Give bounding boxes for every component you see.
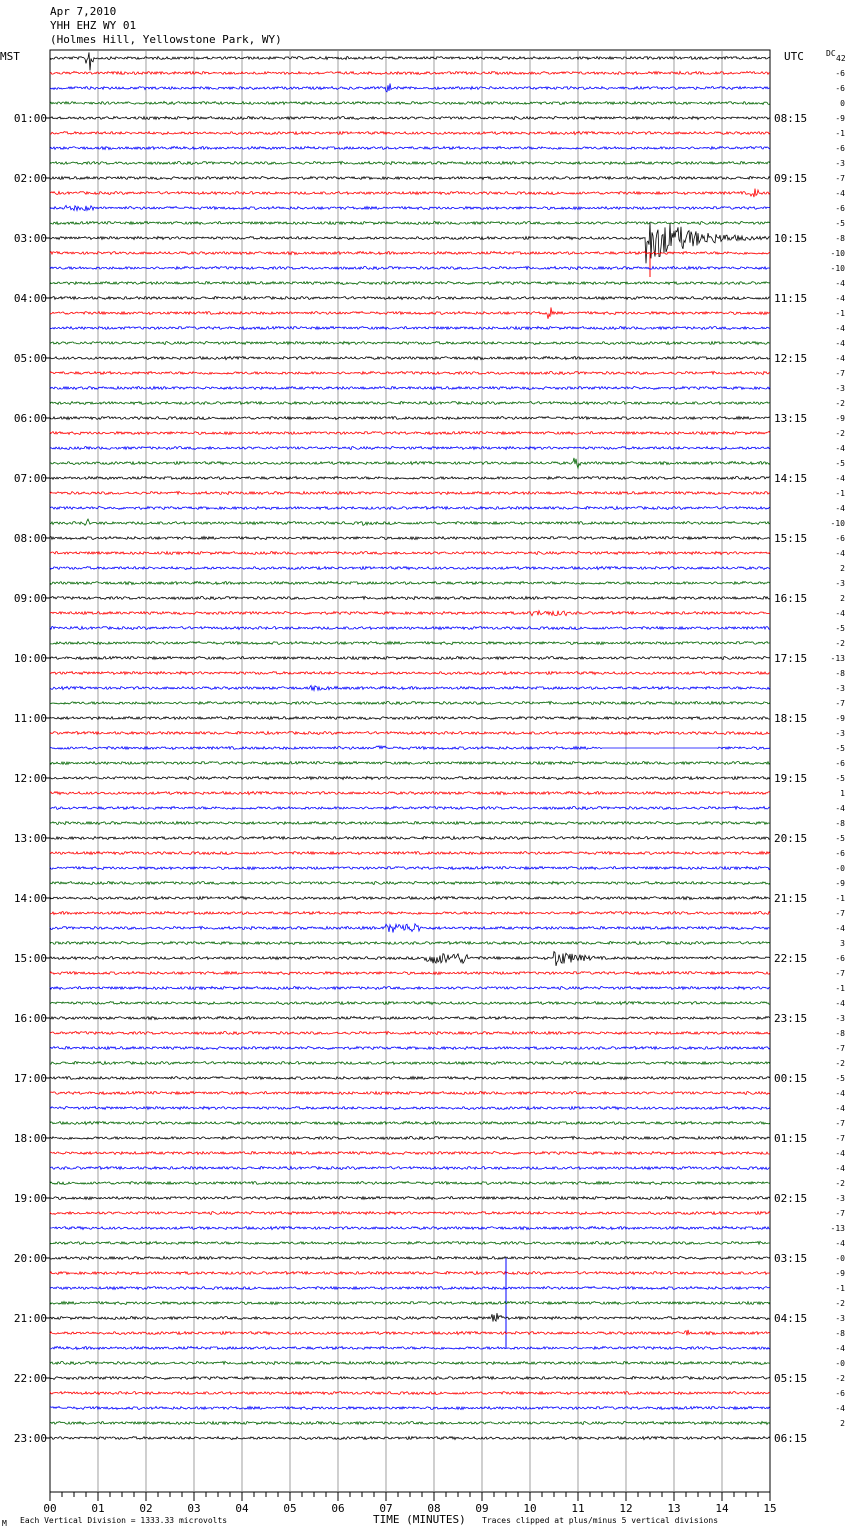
dc-offset-label: -3	[835, 1014, 845, 1023]
dc-offset-label: -3	[835, 1194, 845, 1203]
trace-line	[50, 402, 770, 405]
trace-line	[50, 1212, 770, 1215]
trace-line	[50, 717, 770, 720]
trace-line	[50, 1272, 770, 1275]
right-hour-label: 14:15	[774, 472, 808, 485]
dc-offset-label: 2	[840, 594, 845, 603]
trace-line	[50, 627, 770, 630]
dc-first-value: 42	[836, 54, 846, 63]
x-tick-label: 07	[379, 1502, 393, 1515]
left-hour-label: 02:00	[13, 172, 47, 185]
right-hour-label: 20:15	[774, 832, 808, 845]
dc-offset-label: -3	[835, 384, 845, 393]
left-hour-label: 21:00	[13, 1312, 47, 1325]
dc-offset-label: -3	[835, 159, 845, 168]
trace-line	[50, 222, 770, 263]
x-tick-label: 00	[43, 1502, 57, 1515]
dc-label: DC	[826, 49, 836, 58]
header-date: Apr 7,2010	[50, 5, 117, 18]
dc-offset-label: 2	[840, 1419, 845, 1428]
dc-offset-label: -7	[835, 1209, 845, 1218]
dc-offset-label: -9	[835, 114, 845, 123]
trace-line	[50, 852, 770, 855]
left-hour-label: 06:00	[13, 412, 47, 425]
dc-offset-label: -0	[835, 1254, 845, 1263]
dc-offset-label: 1	[840, 789, 845, 798]
x-tick-label: 08	[427, 1502, 441, 1515]
trace-line	[50, 581, 770, 584]
dc-offset-label: -4	[835, 804, 845, 813]
x-tick-label: 03	[187, 1502, 201, 1515]
dc-offset-label: -1	[835, 984, 845, 993]
dc-offset-label: 3	[840, 939, 845, 948]
left-hour-label: 17:00	[13, 1072, 47, 1085]
right-hour-label: 08:15	[774, 112, 808, 125]
dc-offset-label: -2	[835, 1374, 845, 1383]
trace-line	[50, 71, 770, 74]
dc-offset-label: 0	[840, 99, 845, 108]
dc-offset-label: -1	[835, 129, 845, 138]
dc-offset-label: -8	[835, 1029, 845, 1038]
dc-offset-label: -2	[835, 639, 845, 648]
right-hour-label: 09:15	[774, 172, 808, 185]
trace-line	[50, 357, 770, 360]
trace-line	[50, 882, 770, 885]
left-hour-label: 19:00	[13, 1192, 47, 1205]
trace-line	[50, 1392, 770, 1395]
x-tick-label: 13	[667, 1502, 681, 1515]
dc-offset-label: -7	[835, 1119, 845, 1128]
trace-line	[50, 924, 770, 933]
right-hour-label: 15:15	[774, 532, 808, 545]
trace-line	[50, 701, 770, 704]
left-hour-label: 11:00	[13, 712, 47, 725]
dc-offset-label: -5	[835, 744, 845, 753]
dc-offset-label: -5	[835, 1074, 845, 1083]
right-hour-label: 02:15	[774, 1192, 808, 1205]
trace-line	[50, 447, 770, 450]
dc-offset-label: -10	[830, 519, 845, 528]
trace-line	[50, 746, 770, 750]
scale-note: Each Vertical Division = 1333.33 microvolts	[20, 1516, 228, 1525]
dc-offset-label: -9	[835, 714, 845, 723]
trace-line	[50, 1287, 770, 1290]
x-tick-label: 12	[619, 1502, 633, 1515]
left-hour-label: 05:00	[13, 352, 47, 365]
trace-line	[50, 897, 770, 900]
dc-offset-label: -8	[835, 1329, 845, 1338]
dc-offset-label: -3	[835, 579, 845, 588]
dc-offset-label: -4	[835, 339, 845, 348]
left-hour-label: 08:00	[13, 532, 47, 545]
trace-line	[50, 117, 770, 120]
trace-line	[50, 762, 770, 765]
trace-line	[50, 342, 770, 345]
dc-offset-label: -6	[835, 69, 845, 78]
right-hour-label: 23:15	[774, 1012, 808, 1025]
x-tick-label: 01	[91, 1502, 105, 1515]
dc-offset-label: -6	[835, 849, 845, 858]
trace-line	[50, 822, 770, 825]
trace-line	[50, 491, 770, 494]
dc-offset-label: -0	[835, 1359, 845, 1368]
dc-offset-label: -4	[835, 189, 845, 198]
left-hour-label: 23:00	[13, 1432, 47, 1445]
trace-line	[50, 251, 770, 254]
dc-offset-label: -7	[835, 909, 845, 918]
trace-line	[50, 867, 770, 870]
trace-line	[50, 1077, 770, 1080]
dc-offset-label: -5	[835, 834, 845, 843]
trace-line	[50, 1136, 770, 1139]
dc-offset-label: -4	[835, 474, 845, 483]
trace-line	[50, 205, 770, 210]
trace-line	[50, 387, 770, 390]
left-hour-label: 03:00	[13, 232, 47, 245]
trace-line	[50, 1257, 770, 1260]
trace-line	[50, 1313, 770, 1322]
right-hour-label: 03:15	[774, 1252, 808, 1265]
dc-offset-label: -2	[835, 1299, 845, 1308]
trace-line	[50, 1167, 770, 1170]
dc-offset-label: -4	[835, 1089, 845, 1098]
trace-line	[50, 146, 770, 149]
dc-offset-label: -4	[835, 504, 845, 513]
trace-line	[50, 327, 770, 330]
trace-line	[50, 777, 770, 780]
right-hour-label: 21:15	[774, 892, 808, 905]
trace-line	[50, 596, 770, 599]
dc-offset-label: -2	[835, 399, 845, 408]
trace-line	[50, 266, 770, 269]
trace-line	[50, 732, 770, 735]
trace-line	[50, 806, 770, 809]
dc-offset-label: -5	[835, 774, 845, 783]
trace-line	[50, 417, 770, 420]
dc-offset-label: -1	[835, 489, 845, 498]
trace-line	[50, 1377, 770, 1380]
trace-line	[50, 552, 770, 555]
left-hour-label: 04:00	[13, 292, 47, 305]
dc-offset-label: -4	[835, 609, 845, 618]
dc-offset-label: -13	[830, 654, 845, 663]
dc-offset-label: -7	[835, 1134, 845, 1143]
x-axis-title: TIME (MINUTES)	[373, 1513, 466, 1526]
dc-offset-label: -4	[835, 1404, 845, 1413]
right-hour-label: 16:15	[774, 592, 808, 605]
dc-offset-label: -6	[835, 84, 845, 93]
x-tick-label: 09	[475, 1502, 489, 1515]
left-hour-label: 13:00	[13, 832, 47, 845]
dc-offset-label: -4	[835, 999, 845, 1008]
trace-line	[50, 161, 770, 164]
trace-line	[50, 1361, 770, 1364]
trace-line	[50, 101, 770, 104]
dc-offset-label: -4	[835, 1104, 845, 1113]
left-hour-label: 14:00	[13, 892, 47, 905]
dc-offset-label: -2	[835, 1059, 845, 1068]
trace-line	[50, 507, 770, 510]
dc-offset-label: -4	[835, 1239, 845, 1248]
trace-line	[50, 952, 770, 966]
trace-line	[50, 132, 770, 135]
right-hour-label: 19:15	[774, 772, 808, 785]
dc-offset-label: -5	[835, 624, 845, 633]
trace-line	[50, 657, 770, 660]
dc-offset-label: -7	[835, 1044, 845, 1053]
trace-line	[50, 1107, 770, 1110]
trace-line	[50, 222, 770, 225]
trace-line	[50, 432, 770, 435]
dc-offset-label: -4	[835, 924, 845, 933]
trace-line	[50, 987, 770, 990]
plot-frame	[50, 50, 770, 1492]
left-hour-label: 15:00	[13, 952, 47, 965]
dc-offset-label: -4	[835, 1164, 845, 1173]
dc-offset-label: -8	[835, 234, 845, 243]
left-hour-label: 20:00	[13, 1252, 47, 1265]
trace-line	[50, 1182, 770, 1185]
x-tick-label: 02	[139, 1502, 153, 1515]
trace-line	[50, 458, 770, 468]
x-tick-label: 14	[715, 1502, 729, 1515]
trace-line	[50, 1346, 770, 1349]
dc-offset-label: -13	[830, 1224, 845, 1233]
trace-line	[50, 1002, 770, 1005]
trace-line	[50, 837, 770, 840]
right-hour-label: 22:15	[774, 952, 808, 965]
x-tick-label: 10	[523, 1502, 537, 1515]
right-hour-label: 04:15	[774, 1312, 808, 1325]
trace-line	[50, 177, 770, 180]
dc-offset-label: -8	[835, 819, 845, 828]
x-tick-label: 06	[331, 1502, 345, 1515]
right-timezone-label: UTC	[784, 50, 804, 63]
right-hour-label: 13:15	[774, 412, 808, 425]
trace-line	[50, 1197, 770, 1200]
trace-line	[50, 1422, 770, 1425]
trace-line	[50, 1241, 770, 1244]
trace-line	[50, 189, 770, 198]
trace-line	[50, 1121, 770, 1124]
trace-line	[50, 1031, 770, 1034]
trace-line	[50, 567, 770, 570]
trace-line	[50, 84, 770, 92]
right-hour-label: 05:15	[774, 1372, 808, 1385]
dc-offset-label: -3	[835, 729, 845, 738]
x-tick-label: 04	[235, 1502, 249, 1515]
dc-offset-label: -6	[835, 204, 845, 213]
trace-line	[50, 282, 770, 285]
dc-offset-label: -0	[835, 864, 845, 873]
trace-line	[50, 297, 770, 300]
trace-line	[50, 519, 770, 525]
clip-note: Traces clipped at plus/minus 5 vertical divisions	[482, 1516, 719, 1525]
right-hour-label: 18:15	[774, 712, 808, 725]
trace-line	[50, 52, 770, 70]
trace-line	[50, 672, 770, 675]
x-tick-label: 15	[763, 1502, 777, 1515]
trace-line	[50, 476, 770, 479]
right-hour-label: 00:15	[774, 1072, 808, 1085]
dc-offset-label: 2	[840, 564, 845, 573]
dc-offset-label: -10	[830, 264, 845, 273]
dc-offset-label: -9	[835, 414, 845, 423]
dc-offset-label: -6	[835, 1389, 845, 1398]
dc-offset-label: -2	[835, 1179, 845, 1188]
dc-offset-label: -4	[835, 1344, 845, 1353]
dc-offset-label: -6	[835, 759, 845, 768]
header-location: (Holmes Hill, Yellowstone Park, WY)	[50, 33, 282, 46]
dc-offset-label: -4	[835, 279, 845, 288]
right-hour-label: 17:15	[774, 652, 808, 665]
header-station: YHH EHZ WY 01	[50, 19, 137, 32]
left-hour-label: 10:00	[13, 652, 47, 665]
trace-line	[50, 1092, 770, 1095]
dc-offset-label: -4	[835, 354, 845, 363]
left-hour-label: 22:00	[13, 1372, 47, 1385]
left-hour-label: 12:00	[13, 772, 47, 785]
trace-line	[50, 792, 770, 795]
trace-line	[50, 1152, 770, 1155]
right-hour-label: 10:15	[774, 232, 808, 245]
dc-offset-label: -4	[835, 549, 845, 558]
dc-offset-label: -9	[835, 879, 845, 888]
left-hour-label: 16:00	[13, 1012, 47, 1025]
trace-line	[50, 1047, 770, 1050]
dc-offset-label: -6	[835, 534, 845, 543]
trace-line	[50, 1016, 770, 1019]
trace-line	[50, 942, 770, 945]
dc-offset-label: -3	[835, 1314, 845, 1323]
left-hour-label: 18:00	[13, 1132, 47, 1145]
dc-offset-label: -4	[835, 294, 845, 303]
dc-offset-label: -5	[835, 459, 845, 468]
trace-line	[50, 537, 770, 540]
trace-line	[50, 1227, 770, 1230]
dc-offset-label: -1	[835, 894, 845, 903]
dc-offset-label: -4	[835, 1149, 845, 1158]
corner-mark: M	[2, 1519, 7, 1528]
dc-offset-label: -4	[835, 444, 845, 453]
trace-line	[50, 1330, 770, 1335]
trace-line	[50, 642, 770, 645]
trace-line	[50, 307, 770, 318]
trace-line	[50, 1407, 770, 1410]
dc-offset-label: -9	[835, 1269, 845, 1278]
right-hour-label: 06:15	[774, 1432, 808, 1445]
trace-line	[50, 1302, 770, 1305]
dc-offset-label: -4	[835, 324, 845, 333]
left-timezone-label: MST	[0, 50, 20, 63]
dc-offset-label: -5	[835, 219, 845, 228]
right-hour-label: 12:15	[774, 352, 808, 365]
dc-offset-label: -8	[835, 669, 845, 678]
dc-offset-label: -2	[835, 429, 845, 438]
trace-line	[50, 911, 770, 914]
dc-offset-label: -3	[835, 684, 845, 693]
left-hour-label: 07:00	[13, 472, 47, 485]
dc-offset-label: -7	[835, 174, 845, 183]
trace-line	[50, 972, 770, 975]
trace-line	[50, 611, 770, 616]
dc-offset-label: -7	[835, 969, 845, 978]
dc-offset-label: -6	[835, 954, 845, 963]
right-hour-label: 01:15	[774, 1132, 808, 1145]
right-hour-label: 11:15	[774, 292, 808, 305]
dc-offset-label: -1	[835, 309, 845, 318]
left-hour-label: 09:00	[13, 592, 47, 605]
x-tick-label: 11	[571, 1502, 585, 1515]
dc-offset-label: -7	[835, 699, 845, 708]
dc-offset-label: -1	[835, 1284, 845, 1293]
dc-offset-label: -7	[835, 369, 845, 378]
trace-line	[50, 1437, 770, 1440]
trace-line	[50, 371, 770, 374]
trace-line	[50, 686, 770, 691]
x-tick-label: 05	[283, 1502, 297, 1515]
trace-line	[50, 1062, 770, 1065]
dc-offset-label: -6	[835, 144, 845, 153]
dc-offset-label: -10	[830, 249, 845, 258]
left-hour-label: 01:00	[13, 112, 47, 125]
